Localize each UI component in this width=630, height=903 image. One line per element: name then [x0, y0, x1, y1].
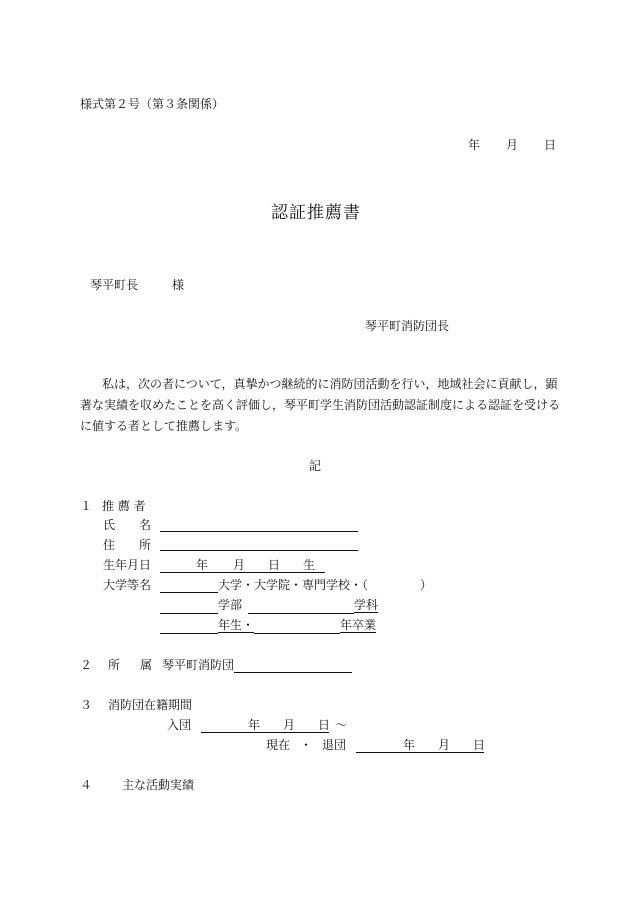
- birth-month: 月: [233, 558, 246, 572]
- address-row: [103, 537, 151, 553]
- section-3-heading: [80, 697, 192, 713]
- section-2-num: ２: [80, 658, 93, 672]
- section-2-label-a: 所: [108, 658, 121, 672]
- address-label-a: 住: [103, 538, 116, 552]
- birth-day: 日: [268, 558, 281, 572]
- name-label-b: 名: [139, 518, 152, 532]
- section-1-heading: [80, 498, 146, 514]
- leave-month: 月: [438, 738, 451, 752]
- address-label-b: 所: [139, 538, 152, 552]
- leave-label: 退団: [322, 738, 347, 752]
- department-field[interactable]: [248, 599, 354, 614]
- form-id: 様式第２号（第３条関係）: [80, 97, 225, 111]
- univ-label: 大学等名: [103, 578, 152, 592]
- leave-day: 日: [473, 738, 486, 752]
- recommender: 琴平町消防団長: [365, 319, 450, 333]
- section-1-num: １: [80, 499, 93, 513]
- date-line: [468, 137, 556, 153]
- faculty-field[interactable]: [160, 599, 218, 614]
- section-4-heading: [80, 777, 194, 793]
- name-row: [103, 517, 151, 533]
- univ-types: 大学・大学院・専門学校・（: [218, 578, 369, 592]
- join-date-field[interactable]: [201, 717, 329, 733]
- faculty-label: 学部: [218, 598, 243, 612]
- faculty-row: [160, 597, 378, 614]
- section-2-field[interactable]: [234, 658, 352, 673]
- current-leave-separator: ・: [300, 738, 313, 752]
- body-text: 私は，次の者について，真摯かつ継続的に消防団活動を行い，地域社会に貢献し，顕著な実績を収めたことを高く評価し，琴平町学生消防団活動認証制度による認証を受けるに値する者として推薦します。: [80, 377, 561, 433]
- leave-row: [266, 737, 484, 753]
- join-day: 日: [318, 718, 331, 732]
- birth-suffix: 生: [303, 558, 316, 572]
- join-row: [167, 717, 347, 733]
- name-field[interactable]: [160, 517, 358, 532]
- page-title: 認証推薦書: [271, 203, 361, 223]
- leave-date-field[interactable]: [356, 737, 484, 753]
- grade-field[interactable]: [160, 619, 218, 634]
- ki-heading: 記: [309, 459, 322, 473]
- date-month: 月: [506, 138, 519, 152]
- address-field[interactable]: [160, 536, 358, 551]
- department-label: 学科: [354, 598, 379, 612]
- section-1-title: 推 薦 者: [102, 499, 146, 513]
- leave-year: 年: [403, 738, 416, 752]
- addressee: [90, 277, 184, 293]
- grade-label: 年生・: [218, 618, 255, 632]
- name-label-a: 氏: [103, 518, 116, 532]
- date-year: 年: [468, 138, 481, 152]
- graduation-field[interactable]: [254, 619, 340, 634]
- section-4-title: 主な活動実績: [122, 778, 195, 792]
- addressee-honorific: 様: [172, 278, 185, 292]
- section-2-label-b: 属: [140, 658, 153, 672]
- section-2-value: 琴平町消防団: [162, 658, 235, 672]
- date-day: 日: [544, 138, 557, 152]
- join-month: 月: [283, 718, 296, 732]
- graduation-label: 年卒業: [340, 618, 377, 632]
- join-year: 年: [248, 718, 261, 732]
- join-label: 入団: [167, 718, 192, 732]
- birth-year: 年: [196, 558, 209, 572]
- section-4-num: ４: [80, 778, 93, 792]
- birth-field[interactable]: [160, 557, 325, 573]
- univ-close: ）: [420, 578, 433, 592]
- section-2-row: [80, 657, 352, 673]
- addressee-name: 琴平町長: [90, 278, 139, 292]
- section-3-title: 消防団在籍期間: [108, 698, 193, 712]
- grade-row: [160, 617, 376, 634]
- current-label: 現在: [266, 738, 291, 752]
- birth-label: 生年月日: [103, 558, 152, 572]
- univ-row: [160, 577, 432, 593]
- section-3-num: ３: [80, 698, 93, 712]
- tilde: ～: [335, 718, 348, 732]
- univ-name-field[interactable]: [160, 578, 218, 593]
